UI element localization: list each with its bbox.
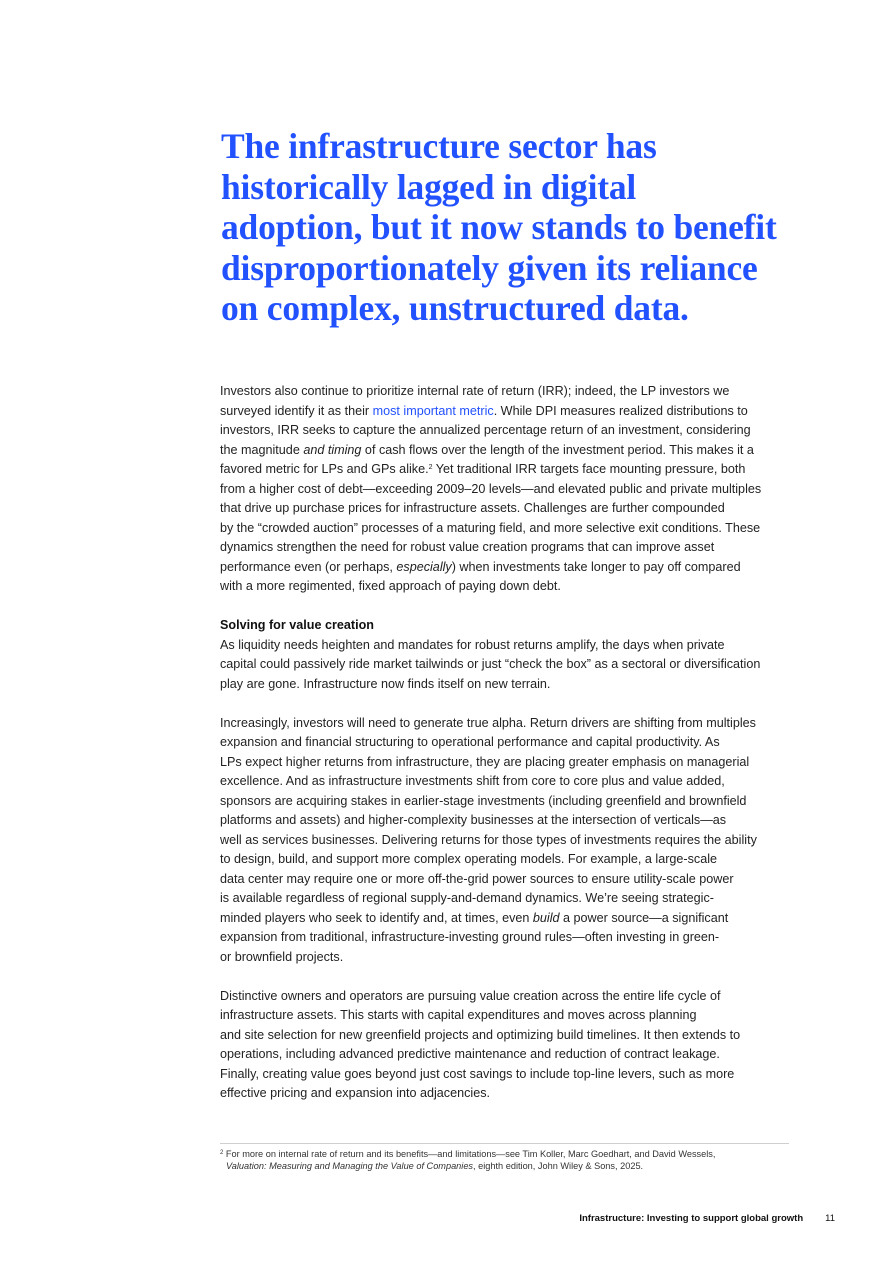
text-run: surveyed identify it as their xyxy=(220,403,373,418)
text-line xyxy=(220,441,790,461)
text-line: that drive up purchase prices for infrastructure assets. Challenges are further compounded xyxy=(220,501,725,515)
text-line: with a more regimented, fixed approach of paying down debt. xyxy=(220,579,561,593)
emphasis: build xyxy=(532,910,560,925)
paragraph-gap xyxy=(220,597,790,617)
text-line: by the “crowded auction” processes of a maturing field, and more selective exit conditions. These xyxy=(220,520,761,535)
text-run: , eighth edition, John Wiley & Sons, 2025. xyxy=(473,1161,644,1172)
text-line: investors, IRR seeks to capture the annualized percentage return of an investment, considering xyxy=(220,423,751,437)
footnote xyxy=(220,1148,790,1173)
text-run: For more on internal rate of return and its benefits—and limitations—see Tim Koller, Marc Goedhart, and David Wessels, xyxy=(223,1149,716,1159)
text-line: data center may require one or more off-the-grid power sources to ensure utility-scale power xyxy=(220,871,734,886)
text-run: of cash flows over the length of the investment period. This makes it a xyxy=(361,442,754,457)
footnote-ref[interactable]: 2 xyxy=(428,464,433,471)
headline xyxy=(221,126,821,329)
page-footer xyxy=(579,1213,835,1224)
text-line: As liquidity needs heighten and mandates for robust returns amplify, the days when private xyxy=(220,637,725,652)
text-run: . While DPI measures realized distributions to xyxy=(493,403,748,418)
paragraph-irr xyxy=(220,382,790,597)
text-line: sponsors are acquiring stakes in earlier-stage investments (including greenfield and brownfield xyxy=(220,793,747,808)
paragraph-gap xyxy=(220,694,790,714)
text-line: infrastructure assets. This starts with capital expenditures and moves across planning xyxy=(220,1008,697,1022)
page-number: 11 xyxy=(825,1213,835,1224)
text-line: expansion from traditional, infrastructure-investing ground rules—often investing in green- xyxy=(220,930,720,944)
body-text xyxy=(220,382,790,1104)
headline-line: The infrastructure sector has xyxy=(221,126,657,166)
text-line: Investors also continue to prioritize internal rate of return (IRR); indeed, the LP investors we xyxy=(220,384,730,398)
text-line: Distinctive owners and operators are pursuing value creation across the entire life cycle of xyxy=(220,988,721,1003)
text-run: performance even (or perhaps, xyxy=(220,559,397,574)
text-run: the magnitude xyxy=(220,442,304,457)
paragraph-solving xyxy=(220,616,790,694)
text-run: a power source—a significant xyxy=(559,910,729,925)
text-line: to design, build, and support more complex operating models. For example, a large-scale xyxy=(220,852,718,866)
headline-line: historically lagged in digital xyxy=(221,166,637,207)
footer-title: Infrastructure: Investing to support global growth xyxy=(579,1213,804,1224)
text-line xyxy=(220,402,790,422)
text-line: and site selection for new greenfield projects and optimizing build timelines. It then extends to xyxy=(220,1027,741,1042)
footnote-line xyxy=(220,1148,790,1160)
text-line: excellence. And as infrastructure investments shift from core to core plus and value added, xyxy=(220,774,725,788)
text-line: Increasingly, investors will need to generate true alpha. Return drivers are shifting from multiples xyxy=(220,715,756,730)
text-line: or brownfield projects. xyxy=(220,949,344,964)
footnote-number: 2 xyxy=(220,1150,224,1156)
headline-line: on complex, unstructured data. xyxy=(221,288,689,328)
text-line: LPs expect higher returns from infrastructure, they are placing greater emphasis on managerial xyxy=(220,754,750,769)
text-line: dynamics strengthen the need for robust value creation programs that can improve asset xyxy=(220,540,715,554)
section-subheading: Solving for value creation xyxy=(220,618,374,632)
headline-line: disproportionately given its reliance xyxy=(221,247,758,288)
text-run: ) when investments take longer to pay off compared xyxy=(451,559,741,574)
paragraph-gap xyxy=(220,967,790,987)
text-line: capital could passively ride market tailwinds or just “check the box” as a sectoral or diversification xyxy=(220,657,761,671)
emphasis: and timing xyxy=(303,442,362,457)
text-line: platforms and assets) and higher-complexity businesses at the intersection of verticals—as xyxy=(220,813,727,827)
text-line: expansion and financial structuring to operational performance and capital productivity. As xyxy=(220,735,720,749)
footnote-line xyxy=(220,1160,790,1172)
text-run: Yet traditional IRR targets face mounting pressure, both xyxy=(432,462,746,476)
text-line: is available regardless of regional supply-and-demand dynamics. We’re seeing strategic- xyxy=(220,891,714,905)
footnote-divider xyxy=(220,1143,789,1144)
text-line xyxy=(220,558,790,578)
book-title: Valuation: Measuring and Managing the Value of Companies xyxy=(226,1161,474,1172)
text-line: from a higher cost of debt—exceeding 2009–20 levels—and elevated public and private multiples xyxy=(220,481,762,496)
paragraph-life-cycle xyxy=(220,987,790,1104)
text-line: Finally, creating value goes beyond just cost savings to include top-line levers, such as more xyxy=(220,1066,735,1081)
text-run: minded players who seek to identify and, at times, even xyxy=(220,910,533,925)
headline-line: adoption, but it now stands to benefit xyxy=(221,207,777,247)
text-line: well as services businesses. Delivering returns for those types of investments requires the ability xyxy=(220,832,757,847)
most-important-metric-link[interactable]: most important metric xyxy=(372,403,494,418)
text-line: play are gone. Infrastructure now finds itself on new terrain. xyxy=(220,676,551,691)
text-line: operations, including advanced predictive maintenance and reduction of contract leakage. xyxy=(220,1047,720,1061)
text-run: favored metric for LPs and GPs alike. xyxy=(220,462,429,476)
text-line xyxy=(220,460,790,480)
text-line: effective pricing and expansion into adjacencies. xyxy=(220,1086,491,1100)
text-line xyxy=(220,909,790,929)
paragraph-alpha xyxy=(220,714,790,968)
emphasis: especially xyxy=(396,559,452,574)
